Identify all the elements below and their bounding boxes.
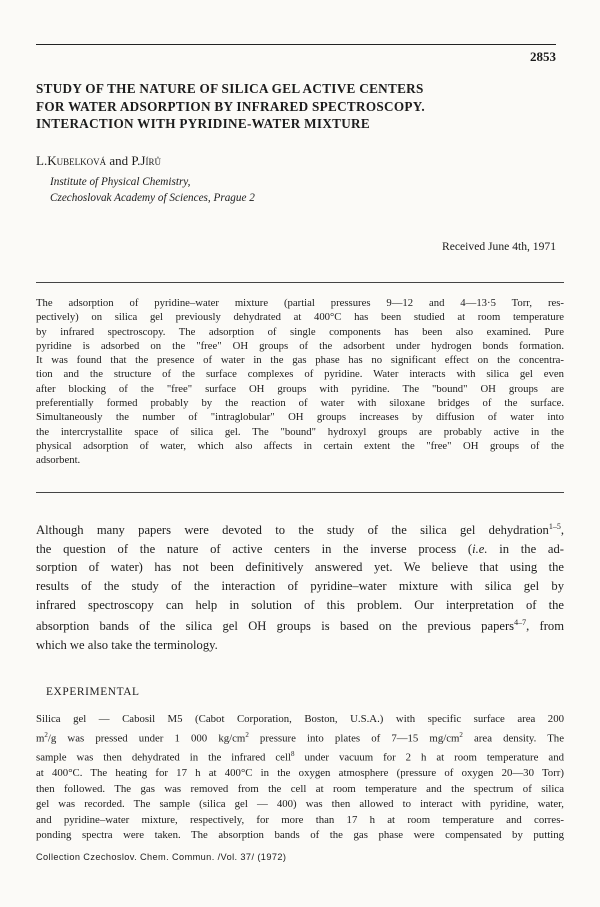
title-line: STUDY OF THE NATURE OF SILICA GEL ACTIVE CENTERS — [36, 81, 424, 96]
author-line: L.Kubelková and P.Jírů — [36, 153, 161, 168]
abstract-line: physical adsorption of water, which also affects in certain extent the "free" OH groups of the — [36, 439, 564, 452]
affiliation: Institute of Physical Chemistry, Czechoslovak Academy of Sciences, Prague 2 — [50, 176, 255, 204]
page-number: 2853 — [530, 49, 556, 64]
body-line: at 400°C. The heating for 17 h at 400°C in the oxygen atmosphere (pressure of oxygen 20—30 Torr) — [36, 766, 564, 779]
body-line: infrared spectroscopy can help in solution of this problem. Our interpretation of the — [36, 597, 564, 612]
article-title — [36, 80, 564, 133]
abstract-top-rule — [36, 282, 564, 283]
abstract-line: pectively) on silica gel previously dehydrated at 400°C has been studied at room temperature — [36, 311, 564, 324]
abstract-line: adsorbent. — [36, 454, 81, 467]
body-line: sorption of water) has not been definitively answered yet. We believe that using the — [36, 560, 564, 575]
body-line: gel was recorded. The sample (silica gel — 400) was then allowed to interact with pyridine, water, — [36, 798, 564, 811]
body-line: Although many papers were devoted to the study of the silica gel dehydration$^{1-5}$, — [36, 522, 564, 538]
body-line: and pyridine–water mixture, respectively, for more than 17 h at room temperature and corres- — [36, 813, 564, 826]
body-line: $m^2/g$ was pressed under 1 000 $kg/cm^2$ pressure into plates of 7—15 $mg/cm^2$ area density. The — [36, 730, 564, 745]
abstract-line: It was found that the presence of water in the gas phase has no significant effect on the concentra- — [36, 354, 564, 367]
abstract-line: by infrared spectroscopy. The adsorption of single components has been also examined. Pure — [36, 325, 564, 338]
header-rule — [36, 44, 556, 45]
abstract-bottom-rule — [36, 492, 564, 493]
author-name: Jírů — [140, 153, 161, 168]
journal-footer: Collection Czechoslov. Chem. Commun. /Vol. 37/ (1972) — [36, 852, 287, 862]
abstract-line: Simultaneously the number of "intraglobular" OH groups increases by diffusion of water into — [36, 411, 564, 424]
body-line: results of the study of the interaction of pyridine–water mixture with silica gel by — [36, 578, 564, 593]
abstract-line: after blocking of the "free" surface OH groups with pyridine. The "bound" OH groups are — [36, 382, 564, 395]
abstract-line: tion and the structure of the surface complexes of pyridine. Water interacts with silica gel even — [36, 368, 564, 381]
abstract-line: The adsorption of pyridine–water mixture (partial pressures 9—12 and 4—13·5 Torr, res- — [36, 297, 564, 309]
abstract-line: pyridine is adsorbed on the "free" OH groups of the adsorbent under hydrogen bonds formation. — [36, 339, 564, 352]
body-line: the question of the nature of active centers in the inverse process (i.e. in the ad- — [36, 541, 564, 556]
body-line: which we also take the terminology. — [36, 637, 218, 652]
body-line: ponding spectra were taken. The absorption bands of the gas phase were compensated by putting — [36, 829, 564, 842]
experimental-paragraph — [36, 712, 564, 844]
abstract-line: the intercrystallite space of silica gel. The "bound" hydroxyl groups are probably active in the — [36, 425, 564, 438]
body-line: absorption bands of the silica gel OH groups is based on the previous papers$^{4-7}$, from — [36, 618, 564, 634]
abstract — [36, 296, 564, 468]
abstract-line: preferentially formed probably by the reaction of water with siloxane bridges of the surface. — [36, 397, 564, 410]
section-heading: EXPERIMENTAL — [46, 686, 140, 698]
author-name: Kubelková — [47, 153, 107, 168]
introduction-paragraph — [36, 518, 564, 655]
body-line: then followed. The gas was removed from the cell at room temperature and the spectrum of silica — [36, 782, 564, 795]
body-line: Silica gel — Cabosil M5 (Cabot Corporation, Boston, U.S.A.) with specific surface area 200 — [36, 713, 564, 725]
body-line: sample was then dehydrated in the infrared cell$^8$ under vacuum for 2 h at room temperature and — [36, 749, 564, 764]
received-date: Received June 4th, 1971 — [442, 240, 556, 253]
title-line: INTERACTION WITH PYRIDINE-WATER MIXTURE — [36, 116, 370, 131]
title-line: FOR WATER ADSORPTION BY INFRARED SPECTROSCOPY. — [36, 98, 425, 114]
